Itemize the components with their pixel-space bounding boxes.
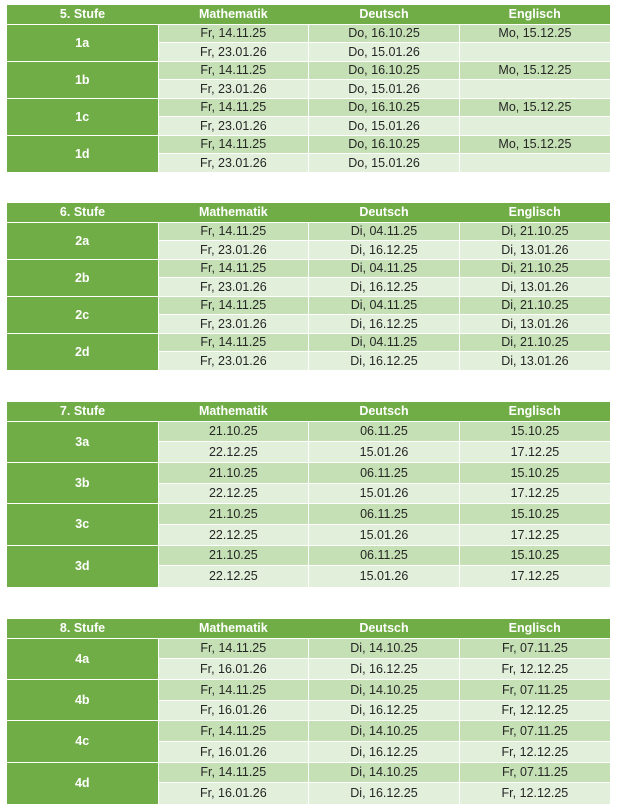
- date-cell-deutsch: Do, 16.10.25: [309, 98, 460, 117]
- date-cell-mathematik: Fr, 14.11.25: [158, 98, 309, 117]
- class-label: 4d: [7, 762, 158, 803]
- date-cell-deutsch: Do, 15.01.26: [309, 43, 460, 62]
- date-cell-mathematik: Fr, 23.01.26: [158, 117, 309, 136]
- date-cell-deutsch: Do, 16.10.25: [309, 135, 460, 154]
- date-cell-mathematik: Fr, 14.11.25: [158, 61, 309, 80]
- date-cell-mathematik: Fr, 23.01.26: [158, 315, 309, 334]
- date-cell-deutsch: Di, 16.12.25: [309, 315, 460, 334]
- table-row: [7, 98, 610, 117]
- class-label: 4b: [7, 679, 158, 720]
- date-cell-mathematik: Fr, 23.01.26: [158, 80, 309, 99]
- class-label: 4c: [7, 721, 158, 762]
- date-cell-englisch: Di, 21.10.25: [459, 222, 610, 241]
- header-row: [7, 619, 610, 638]
- date-cell-englisch: Fr, 12.12.25: [459, 659, 610, 680]
- date-cell-mathematik: 22.12.25: [158, 442, 309, 463]
- subject-header-englisch: Englisch: [459, 203, 610, 222]
- date-cell-mathematik: Fr, 23.01.26: [158, 43, 309, 62]
- date-cell-mathematik: 22.12.25: [158, 566, 309, 587]
- date-cell-deutsch: Di, 04.11.25: [309, 333, 460, 352]
- date-cell-englisch: 17.12.25: [459, 566, 610, 587]
- date-cell-englisch: Mo, 15.12.25: [459, 98, 610, 117]
- date-cell-mathematik: Fr, 16.01.26: [158, 700, 309, 721]
- date-cell-englisch: Fr, 12.12.25: [459, 700, 610, 721]
- subject-header-englisch: Englisch: [459, 5, 610, 24]
- date-cell-mathematik: Fr, 23.01.26: [158, 241, 309, 260]
- date-cell-englisch: 15.10.25: [459, 462, 610, 483]
- date-cell-deutsch: Di, 16.12.25: [309, 700, 460, 721]
- date-cell-mathematik: Fr, 14.11.25: [158, 24, 309, 43]
- date-cell-mathematik: Fr, 14.11.25: [158, 333, 309, 352]
- subject-header-deutsch: Deutsch: [309, 5, 460, 24]
- date-cell-mathematik: Fr, 23.01.26: [158, 352, 309, 371]
- date-cell-deutsch: 06.11.25: [309, 462, 460, 483]
- date-cell-deutsch: 15.01.26: [309, 566, 460, 587]
- date-cell-englisch: [459, 80, 610, 99]
- class-label: 2d: [7, 333, 158, 370]
- date-cell-deutsch: Di, 14.10.25: [309, 638, 460, 659]
- table-row: [7, 721, 610, 742]
- date-cell-mathematik: Fr, 16.01.26: [158, 741, 309, 762]
- date-cell-englisch: Di, 13.01.26: [459, 241, 610, 260]
- date-cell-englisch: 15.10.25: [459, 504, 610, 525]
- date-cell-mathematik: 21.10.25: [158, 504, 309, 525]
- date-cell-englisch: Di, 13.01.26: [459, 352, 610, 371]
- class-label: 1b: [7, 61, 158, 98]
- date-cell-mathematik: 21.10.25: [158, 421, 309, 442]
- header-row: [7, 5, 610, 24]
- date-cell-deutsch: 15.01.26: [309, 483, 460, 504]
- date-cell-deutsch: Di, 04.11.25: [309, 259, 460, 278]
- date-cell-englisch: [459, 43, 610, 62]
- date-cell-deutsch: Di, 16.12.25: [309, 783, 460, 804]
- class-label: 3c: [7, 504, 158, 545]
- header-row: [7, 203, 610, 222]
- class-label: 3a: [7, 421, 158, 462]
- class-label: 4a: [7, 638, 158, 679]
- date-cell-englisch: Di, 13.01.26: [459, 315, 610, 334]
- table-row: [7, 421, 610, 442]
- stufe-label: 7. Stufe: [7, 402, 158, 421]
- date-cell-deutsch: Do, 15.01.26: [309, 154, 460, 173]
- date-cell-englisch: 17.12.25: [459, 483, 610, 504]
- subject-header-mathematik: Mathematik: [158, 5, 309, 24]
- date-cell-deutsch: Di, 16.12.25: [309, 352, 460, 371]
- subject-header-deutsch: Deutsch: [309, 402, 460, 421]
- table-row: [7, 679, 610, 700]
- date-cell-deutsch: Di, 14.10.25: [309, 721, 460, 742]
- date-cell-deutsch: Di, 14.10.25: [309, 679, 460, 700]
- date-cell-deutsch: Do, 16.10.25: [309, 61, 460, 80]
- date-cell-deutsch: 06.11.25: [309, 504, 460, 525]
- date-cell-mathematik: 22.12.25: [158, 524, 309, 545]
- subject-header-englisch: Englisch: [459, 619, 610, 638]
- date-cell-mathematik: 21.10.25: [158, 462, 309, 483]
- date-cell-englisch: Di, 21.10.25: [459, 259, 610, 278]
- date-cell-englisch: Mo, 15.12.25: [459, 135, 610, 154]
- stufe-label: 5. Stufe: [7, 5, 158, 24]
- class-label: 3d: [7, 545, 158, 586]
- date-cell-mathematik: Fr, 14.11.25: [158, 222, 309, 241]
- stufe-label: 8. Stufe: [7, 619, 158, 638]
- table-row: [7, 259, 610, 278]
- date-cell-mathematik: Fr, 14.11.25: [158, 762, 309, 783]
- date-cell-englisch: 17.12.25: [459, 442, 610, 463]
- table-row: [7, 462, 610, 483]
- date-cell-englisch: Di, 21.10.25: [459, 333, 610, 352]
- date-cell-mathematik: 22.12.25: [158, 483, 309, 504]
- subject-header-deutsch: Deutsch: [309, 203, 460, 222]
- date-cell-mathematik: Fr, 14.11.25: [158, 721, 309, 742]
- date-cell-mathematik: Fr, 23.01.26: [158, 278, 309, 297]
- date-cell-mathematik: Fr, 14.11.25: [158, 296, 309, 315]
- date-cell-deutsch: 06.11.25: [309, 421, 460, 442]
- date-cell-deutsch: Di, 04.11.25: [309, 222, 460, 241]
- subject-header-mathematik: Mathematik: [158, 619, 309, 638]
- class-label: 3b: [7, 462, 158, 503]
- date-cell-mathematik: Fr, 14.11.25: [158, 135, 309, 154]
- table-row: [7, 762, 610, 783]
- date-cell-mathematik: Fr, 14.11.25: [158, 638, 309, 659]
- date-cell-deutsch: Di, 16.12.25: [309, 741, 460, 762]
- date-cell-mathematik: Fr, 14.11.25: [158, 679, 309, 700]
- date-cell-englisch: Fr, 07.11.25: [459, 762, 610, 783]
- date-cell-englisch: Fr, 12.12.25: [459, 741, 610, 762]
- header-row: [7, 402, 610, 421]
- table-row: [7, 222, 610, 241]
- date-cell-englisch: 17.12.25: [459, 524, 610, 545]
- date-cell-deutsch: 06.11.25: [309, 545, 460, 566]
- schedule-table-stufe-6: [7, 203, 610, 370]
- date-cell-deutsch: Di, 16.12.25: [309, 241, 460, 260]
- class-label: 2a: [7, 222, 158, 259]
- class-label: 2c: [7, 296, 158, 333]
- subject-header-deutsch: Deutsch: [309, 619, 460, 638]
- date-cell-deutsch: Do, 15.01.26: [309, 117, 460, 136]
- class-label: 1d: [7, 135, 158, 172]
- date-cell-mathematik: Fr, 23.01.26: [158, 154, 309, 173]
- date-cell-englisch: Fr, 07.11.25: [459, 638, 610, 659]
- class-label: 1c: [7, 98, 158, 135]
- date-cell-englisch: [459, 117, 610, 136]
- date-cell-englisch: Fr, 07.11.25: [459, 679, 610, 700]
- stufe-label: 6. Stufe: [7, 203, 158, 222]
- date-cell-mathematik: Fr, 14.11.25: [158, 259, 309, 278]
- date-cell-mathematik: Fr, 16.01.26: [158, 783, 309, 804]
- schedule-table-stufe-7: [7, 402, 610, 587]
- date-cell-englisch: Mo, 15.12.25: [459, 61, 610, 80]
- date-cell-englisch: Di, 13.01.26: [459, 278, 610, 297]
- table-row: [7, 504, 610, 525]
- subject-header-mathematik: Mathematik: [158, 203, 309, 222]
- class-label: 2b: [7, 259, 158, 296]
- table-row: [7, 545, 610, 566]
- date-cell-deutsch: Do, 15.01.26: [309, 80, 460, 99]
- date-cell-englisch: Mo, 15.12.25: [459, 24, 610, 43]
- table-row: [7, 638, 610, 659]
- date-cell-englisch: 15.10.25: [459, 421, 610, 442]
- table-row: [7, 333, 610, 352]
- date-cell-deutsch: 15.01.26: [309, 524, 460, 545]
- date-cell-deutsch: 15.01.26: [309, 442, 460, 463]
- date-cell-englisch: Di, 21.10.25: [459, 296, 610, 315]
- subject-header-mathematik: Mathematik: [158, 402, 309, 421]
- date-cell-mathematik: 21.10.25: [158, 545, 309, 566]
- date-cell-deutsch: Di, 14.10.25: [309, 762, 460, 783]
- table-row: [7, 24, 610, 43]
- date-cell-englisch: Fr, 07.11.25: [459, 721, 610, 742]
- schedule-table-stufe-8: [7, 619, 610, 804]
- schedule-table-stufe-5: [7, 5, 610, 172]
- date-cell-englisch: [459, 154, 610, 173]
- class-label: 1a: [7, 24, 158, 61]
- date-cell-englisch: Fr, 12.12.25: [459, 783, 610, 804]
- date-cell-mathematik: Fr, 16.01.26: [158, 659, 309, 680]
- subject-header-englisch: Englisch: [459, 402, 610, 421]
- date-cell-englisch: 15.10.25: [459, 545, 610, 566]
- table-row: [7, 135, 610, 154]
- date-cell-deutsch: Di, 16.12.25: [309, 659, 460, 680]
- table-row: [7, 296, 610, 315]
- date-cell-deutsch: Di, 16.12.25: [309, 278, 460, 297]
- table-row: [7, 61, 610, 80]
- date-cell-deutsch: Do, 16.10.25: [309, 24, 460, 43]
- date-cell-deutsch: Di, 04.11.25: [309, 296, 460, 315]
